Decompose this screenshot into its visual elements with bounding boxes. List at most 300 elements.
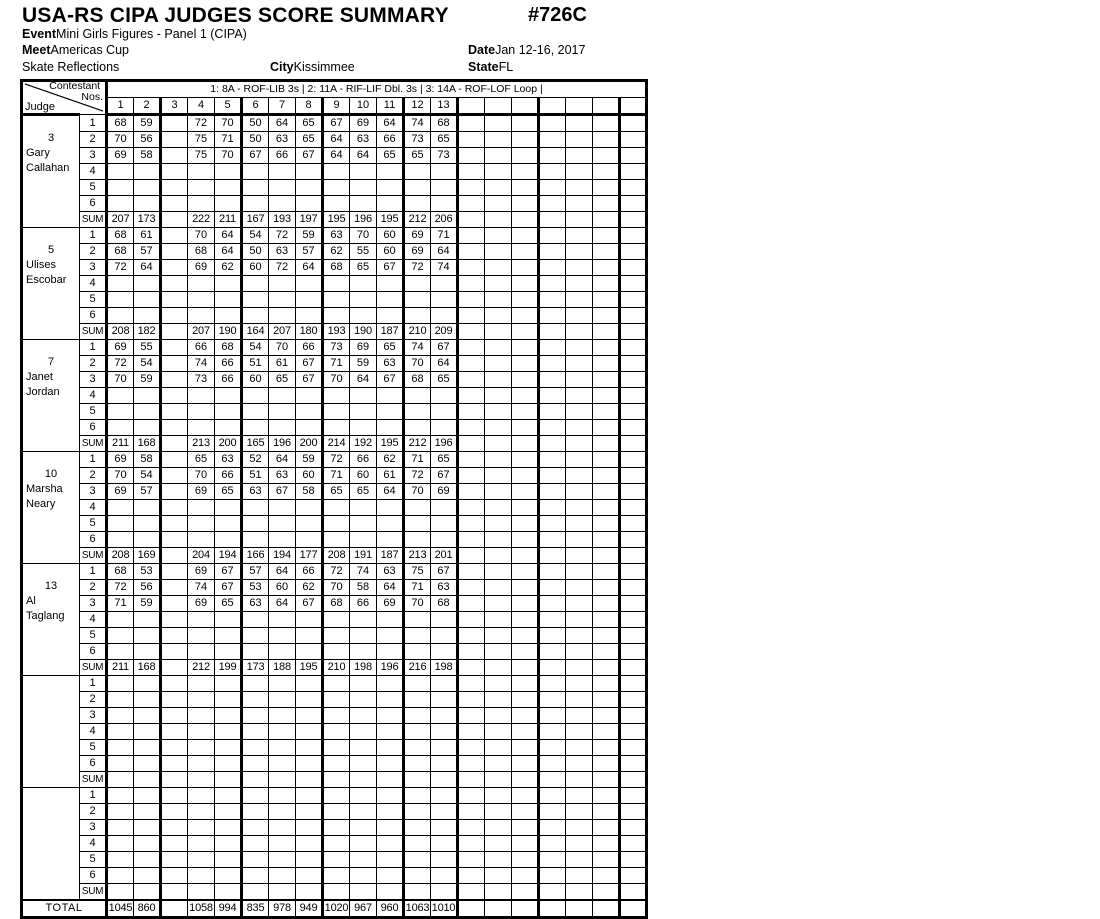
contestant-column-header[interactable]: 13 — [431, 98, 458, 115]
score-cell — [512, 660, 539, 676]
score-cell — [539, 820, 566, 836]
contestant-column-header[interactable]: 5 — [215, 98, 242, 115]
score-cell — [620, 260, 647, 276]
score-cell — [350, 532, 377, 548]
score-cell: 53 — [134, 564, 161, 580]
score-cell — [620, 324, 647, 340]
score-cell — [566, 468, 593, 484]
score-cell — [269, 612, 296, 628]
score-cell: 63 — [350, 132, 377, 148]
score-cell: 64 — [350, 372, 377, 388]
contestant-column-header[interactable]: 6 — [242, 98, 269, 115]
contestant-column-header[interactable]: 8 — [296, 98, 323, 115]
score-cell — [323, 836, 350, 852]
score-cell: 60 — [242, 260, 269, 276]
score-cell — [242, 196, 269, 212]
score-cell — [242, 884, 269, 901]
score-cell — [485, 420, 512, 436]
score-cell — [215, 740, 242, 756]
score-cell — [512, 372, 539, 388]
score-cell — [566, 612, 593, 628]
score-cell — [404, 292, 431, 308]
score-cell — [296, 276, 323, 292]
score-cell — [620, 516, 647, 532]
field-meet-label: Meet — [22, 43, 51, 57]
score-cell — [269, 532, 296, 548]
score-cell — [134, 692, 161, 708]
score-cell — [134, 308, 161, 324]
score-cell: 195 — [377, 212, 404, 228]
score-cell: 69 — [377, 596, 404, 612]
corner-header-cell — [22, 81, 107, 115]
score-cell: 212 — [188, 660, 215, 676]
score-cell: 67 — [431, 340, 458, 356]
contestant-column-header[interactable]: 11 — [377, 98, 404, 115]
score-cell — [404, 612, 431, 628]
score-cell — [458, 340, 485, 356]
score-cell — [377, 628, 404, 644]
round-number-cell: 6 — [80, 756, 107, 772]
judge-number: 7 — [47, 356, 55, 368]
score-cell — [269, 788, 296, 804]
score-cell — [485, 868, 512, 884]
score-cell — [458, 324, 485, 340]
score-cell — [458, 484, 485, 500]
score-cell — [377, 804, 404, 820]
score-cell — [512, 292, 539, 308]
score-cell — [566, 292, 593, 308]
score-cell — [350, 708, 377, 724]
score-cell — [620, 708, 647, 724]
contestant-column-header[interactable]: 2 — [134, 98, 161, 115]
score-cell — [458, 644, 485, 660]
score-cell: 60 — [350, 468, 377, 484]
score-cell — [215, 868, 242, 884]
round-number-cell: 3 — [80, 820, 107, 836]
score-cell — [296, 516, 323, 532]
score-cell: 63 — [269, 468, 296, 484]
round-number-cell: 2 — [80, 804, 107, 820]
score-cell — [161, 580, 188, 596]
judge-score-row — [22, 244, 647, 260]
score-cell — [188, 788, 215, 804]
score-cell — [485, 692, 512, 708]
score-cell — [539, 692, 566, 708]
score-cell — [107, 868, 134, 884]
judge-name-line1: Marsha — [26, 483, 63, 495]
score-cell — [323, 276, 350, 292]
score-cell — [215, 196, 242, 212]
score-cell: 73 — [188, 372, 215, 388]
score-cell: 67 — [215, 564, 242, 580]
score-cell — [269, 676, 296, 692]
score-cell — [269, 500, 296, 516]
round-number-cell: 4 — [80, 612, 107, 628]
score-cell — [107, 516, 134, 532]
score-cell: 71 — [107, 596, 134, 612]
score-cell: 61 — [377, 468, 404, 484]
score-cell — [323, 724, 350, 740]
score-cell — [593, 708, 620, 724]
score-cell: 213 — [188, 436, 215, 452]
score-cell — [377, 180, 404, 196]
score-cell: 65 — [377, 148, 404, 164]
score-cell: 66 — [269, 148, 296, 164]
score-cell: 65 — [215, 484, 242, 500]
score-cell: 166 — [242, 548, 269, 564]
score-cell: 75 — [404, 564, 431, 580]
score-cell — [593, 628, 620, 644]
score-cell: 69 — [188, 596, 215, 612]
score-cell — [161, 804, 188, 820]
score-cell: 207 — [107, 212, 134, 228]
score-cell — [107, 852, 134, 868]
score-cell — [323, 868, 350, 884]
score-cell — [296, 644, 323, 660]
score-cell: 59 — [350, 356, 377, 372]
round-number-cell: 1 — [80, 228, 107, 244]
score-cell — [539, 772, 566, 788]
score-cell — [539, 788, 566, 804]
score-cell — [539, 324, 566, 340]
score-cell: 66 — [377, 132, 404, 148]
scores-table-container — [20, 79, 648, 919]
contestant-column-header[interactable]: 9 — [323, 98, 350, 115]
score-cell — [242, 868, 269, 884]
judge-score-row — [22, 276, 647, 292]
score-cell — [620, 196, 647, 212]
score-cell — [107, 740, 134, 756]
field-date-label: Date — [468, 43, 496, 57]
score-cell — [485, 708, 512, 724]
contestant-column-header[interactable]: 4 — [188, 98, 215, 115]
round-number-cell: 5 — [80, 516, 107, 532]
contestant-column-header[interactable] — [485, 98, 512, 115]
score-cell — [539, 644, 566, 660]
score-cell — [161, 388, 188, 404]
score-cell — [296, 676, 323, 692]
score-cell — [620, 884, 647, 901]
judge-info-cell — [22, 340, 80, 452]
score-cell: 72 — [404, 260, 431, 276]
score-cell — [593, 804, 620, 820]
score-cell — [458, 196, 485, 212]
score-cell — [458, 724, 485, 740]
score-cell: 68 — [323, 596, 350, 612]
score-cell — [323, 180, 350, 196]
judge-score-row — [22, 388, 647, 404]
score-cell: 63 — [377, 356, 404, 372]
score-cell: 177 — [296, 548, 323, 564]
score-cell — [431, 788, 458, 804]
score-cell — [539, 740, 566, 756]
score-cell — [512, 132, 539, 148]
score-cell — [404, 772, 431, 788]
score-cell — [134, 676, 161, 692]
score-cell — [188, 180, 215, 196]
score-cell: 167 — [242, 212, 269, 228]
round-number-cell: 2 — [80, 132, 107, 148]
score-cell — [134, 820, 161, 836]
score-cell — [134, 852, 161, 868]
score-cell: 60 — [377, 244, 404, 260]
score-cell — [512, 340, 539, 356]
score-cell — [134, 740, 161, 756]
score-cell — [620, 132, 647, 148]
score-cell: 173 — [134, 212, 161, 228]
round-number-cell: 3 — [80, 708, 107, 724]
score-cell — [323, 772, 350, 788]
score-cell — [215, 804, 242, 820]
score-cell — [215, 644, 242, 660]
score-cell — [620, 596, 647, 612]
sum-label-cell: SUM — [80, 772, 107, 788]
score-cell: 59 — [296, 452, 323, 468]
score-cell: 65 — [431, 372, 458, 388]
score-cell — [188, 772, 215, 788]
score-cell — [566, 532, 593, 548]
score-cell — [566, 548, 593, 564]
score-cell — [458, 772, 485, 788]
score-cell — [593, 468, 620, 484]
score-cell: 70 — [323, 372, 350, 388]
score-cell — [107, 708, 134, 724]
contestant-column-header[interactable] — [458, 98, 485, 115]
score-cell — [458, 516, 485, 532]
score-cell — [404, 308, 431, 324]
score-cell — [188, 836, 215, 852]
judge-score-row — [22, 260, 647, 276]
score-cell — [323, 852, 350, 868]
score-cell — [566, 804, 593, 820]
score-cell: 69 — [404, 244, 431, 260]
round-number-cell: 2 — [80, 580, 107, 596]
score-cell: 195 — [323, 212, 350, 228]
score-cell: 63 — [431, 580, 458, 596]
score-cell — [512, 420, 539, 436]
score-cell — [620, 164, 647, 180]
score-cell — [107, 420, 134, 436]
score-cell — [215, 820, 242, 836]
score-cell — [566, 132, 593, 148]
score-cell — [377, 276, 404, 292]
score-cell — [566, 228, 593, 244]
score-cell — [377, 388, 404, 404]
score-cell — [431, 164, 458, 180]
score-cell — [458, 356, 485, 372]
score-cell: 67 — [323, 115, 350, 132]
score-cell — [458, 564, 485, 580]
score-cell — [593, 372, 620, 388]
score-cell — [242, 276, 269, 292]
score-cell: 72 — [107, 356, 134, 372]
score-cell: 57 — [242, 564, 269, 580]
score-cell — [485, 676, 512, 692]
score-cell — [458, 212, 485, 228]
score-cell: 70 — [107, 468, 134, 484]
score-cell: 66 — [296, 340, 323, 356]
score-cell — [350, 164, 377, 180]
score-cell — [296, 708, 323, 724]
round-number-cell: 4 — [80, 724, 107, 740]
judge-score-row — [22, 788, 647, 804]
score-cell — [107, 804, 134, 820]
score-cell: 66 — [215, 372, 242, 388]
score-cell — [242, 708, 269, 724]
score-cell — [215, 852, 242, 868]
score-cell — [431, 628, 458, 644]
score-cell — [377, 644, 404, 660]
contestant-column-header[interactable]: 1 — [107, 98, 134, 115]
score-cell — [269, 820, 296, 836]
score-cell — [458, 884, 485, 901]
score-cell — [188, 404, 215, 420]
score-cell: 67 — [431, 468, 458, 484]
score-cell — [296, 196, 323, 212]
score-cell: 64 — [269, 115, 296, 132]
judge-score-row — [22, 452, 647, 468]
score-cell — [350, 788, 377, 804]
score-cell: 67 — [431, 564, 458, 580]
contestant-column-header[interactable] — [620, 98, 647, 115]
score-cell — [458, 708, 485, 724]
score-cell: 64 — [269, 452, 296, 468]
score-cell: 57 — [134, 244, 161, 260]
score-cell: 165 — [242, 436, 269, 452]
round-number-cell: 3 — [80, 148, 107, 164]
score-cell: 196 — [350, 212, 377, 228]
score-cell — [485, 740, 512, 756]
judge-score-row — [22, 500, 647, 516]
contestant-column-header[interactable] — [566, 98, 593, 115]
score-cell — [458, 115, 485, 132]
score-cell — [566, 820, 593, 836]
score-cell: 1010 — [431, 900, 458, 918]
score-cell: 69 — [188, 260, 215, 276]
score-cell — [512, 532, 539, 548]
score-cell — [512, 788, 539, 804]
score-cell — [134, 788, 161, 804]
score-cell — [593, 276, 620, 292]
score-cell — [431, 852, 458, 868]
score-cell — [215, 612, 242, 628]
contestant-column-header[interactable] — [512, 98, 539, 115]
round-number-cell: 6 — [80, 532, 107, 548]
score-cell: 72 — [188, 115, 215, 132]
judge-sum-row — [22, 660, 647, 676]
contestant-column-header[interactable] — [539, 98, 566, 115]
score-cell: 74 — [350, 564, 377, 580]
score-cell — [161, 132, 188, 148]
score-cell — [161, 148, 188, 164]
score-cell — [539, 532, 566, 548]
score-cell — [107, 628, 134, 644]
score-cell: 67 — [296, 356, 323, 372]
score-cell — [485, 756, 512, 772]
score-cell — [539, 884, 566, 901]
score-cell — [458, 852, 485, 868]
judge-score-row — [22, 836, 647, 852]
score-cell — [458, 532, 485, 548]
contestant-column-header[interactable]: 10 — [350, 98, 377, 115]
score-cell — [566, 884, 593, 901]
score-cell — [485, 228, 512, 244]
score-cell — [296, 772, 323, 788]
score-cell — [566, 388, 593, 404]
score-cell — [350, 756, 377, 772]
score-cell — [350, 612, 377, 628]
score-cell — [350, 724, 377, 740]
score-cell — [188, 420, 215, 436]
round-number-cell: 1 — [80, 676, 107, 692]
score-cell — [242, 628, 269, 644]
score-cell — [539, 548, 566, 564]
round-number-cell: 1 — [80, 788, 107, 804]
score-cell — [269, 628, 296, 644]
contestant-column-header[interactable]: 3 — [161, 98, 188, 115]
score-cell — [593, 260, 620, 276]
score-cell — [566, 564, 593, 580]
score-cell — [404, 388, 431, 404]
score-cell: 64 — [269, 564, 296, 580]
score-cell — [431, 292, 458, 308]
score-cell — [593, 532, 620, 548]
score-cell: 68 — [107, 244, 134, 260]
score-cell: 64 — [431, 356, 458, 372]
score-cell — [161, 228, 188, 244]
score-cell — [512, 724, 539, 740]
score-cell — [512, 564, 539, 580]
score-cell — [620, 420, 647, 436]
score-cell — [512, 596, 539, 612]
score-cell — [593, 516, 620, 532]
score-cell: 213 — [404, 548, 431, 564]
score-cell — [161, 740, 188, 756]
score-cell — [620, 484, 647, 500]
score-cell — [215, 708, 242, 724]
score-cell: 73 — [404, 132, 431, 148]
score-cell — [161, 436, 188, 452]
score-cell — [242, 292, 269, 308]
contestant-column-header[interactable] — [593, 98, 620, 115]
score-cell: 60 — [377, 228, 404, 244]
score-cell: 65 — [215, 596, 242, 612]
score-cell — [512, 452, 539, 468]
score-cell: 211 — [107, 436, 134, 452]
score-cell — [296, 628, 323, 644]
score-cell — [323, 164, 350, 180]
score-cell — [566, 356, 593, 372]
score-cell — [350, 404, 377, 420]
score-cell: 68 — [431, 115, 458, 132]
score-cell — [350, 644, 377, 660]
judge-score-row — [22, 420, 647, 436]
judge-score-row — [22, 340, 647, 356]
contestant-column-header[interactable]: 7 — [269, 98, 296, 115]
score-cell — [161, 644, 188, 660]
score-cell: 63 — [242, 596, 269, 612]
score-cell — [188, 308, 215, 324]
score-cell — [350, 884, 377, 901]
round-number-cell: 5 — [80, 180, 107, 196]
score-cell — [107, 884, 134, 901]
contestant-column-header[interactable]: 12 — [404, 98, 431, 115]
document-header — [0, 0, 1100, 78]
score-cell — [512, 548, 539, 564]
score-cell: 73 — [431, 148, 458, 164]
score-cell — [539, 164, 566, 180]
score-cell — [485, 324, 512, 340]
